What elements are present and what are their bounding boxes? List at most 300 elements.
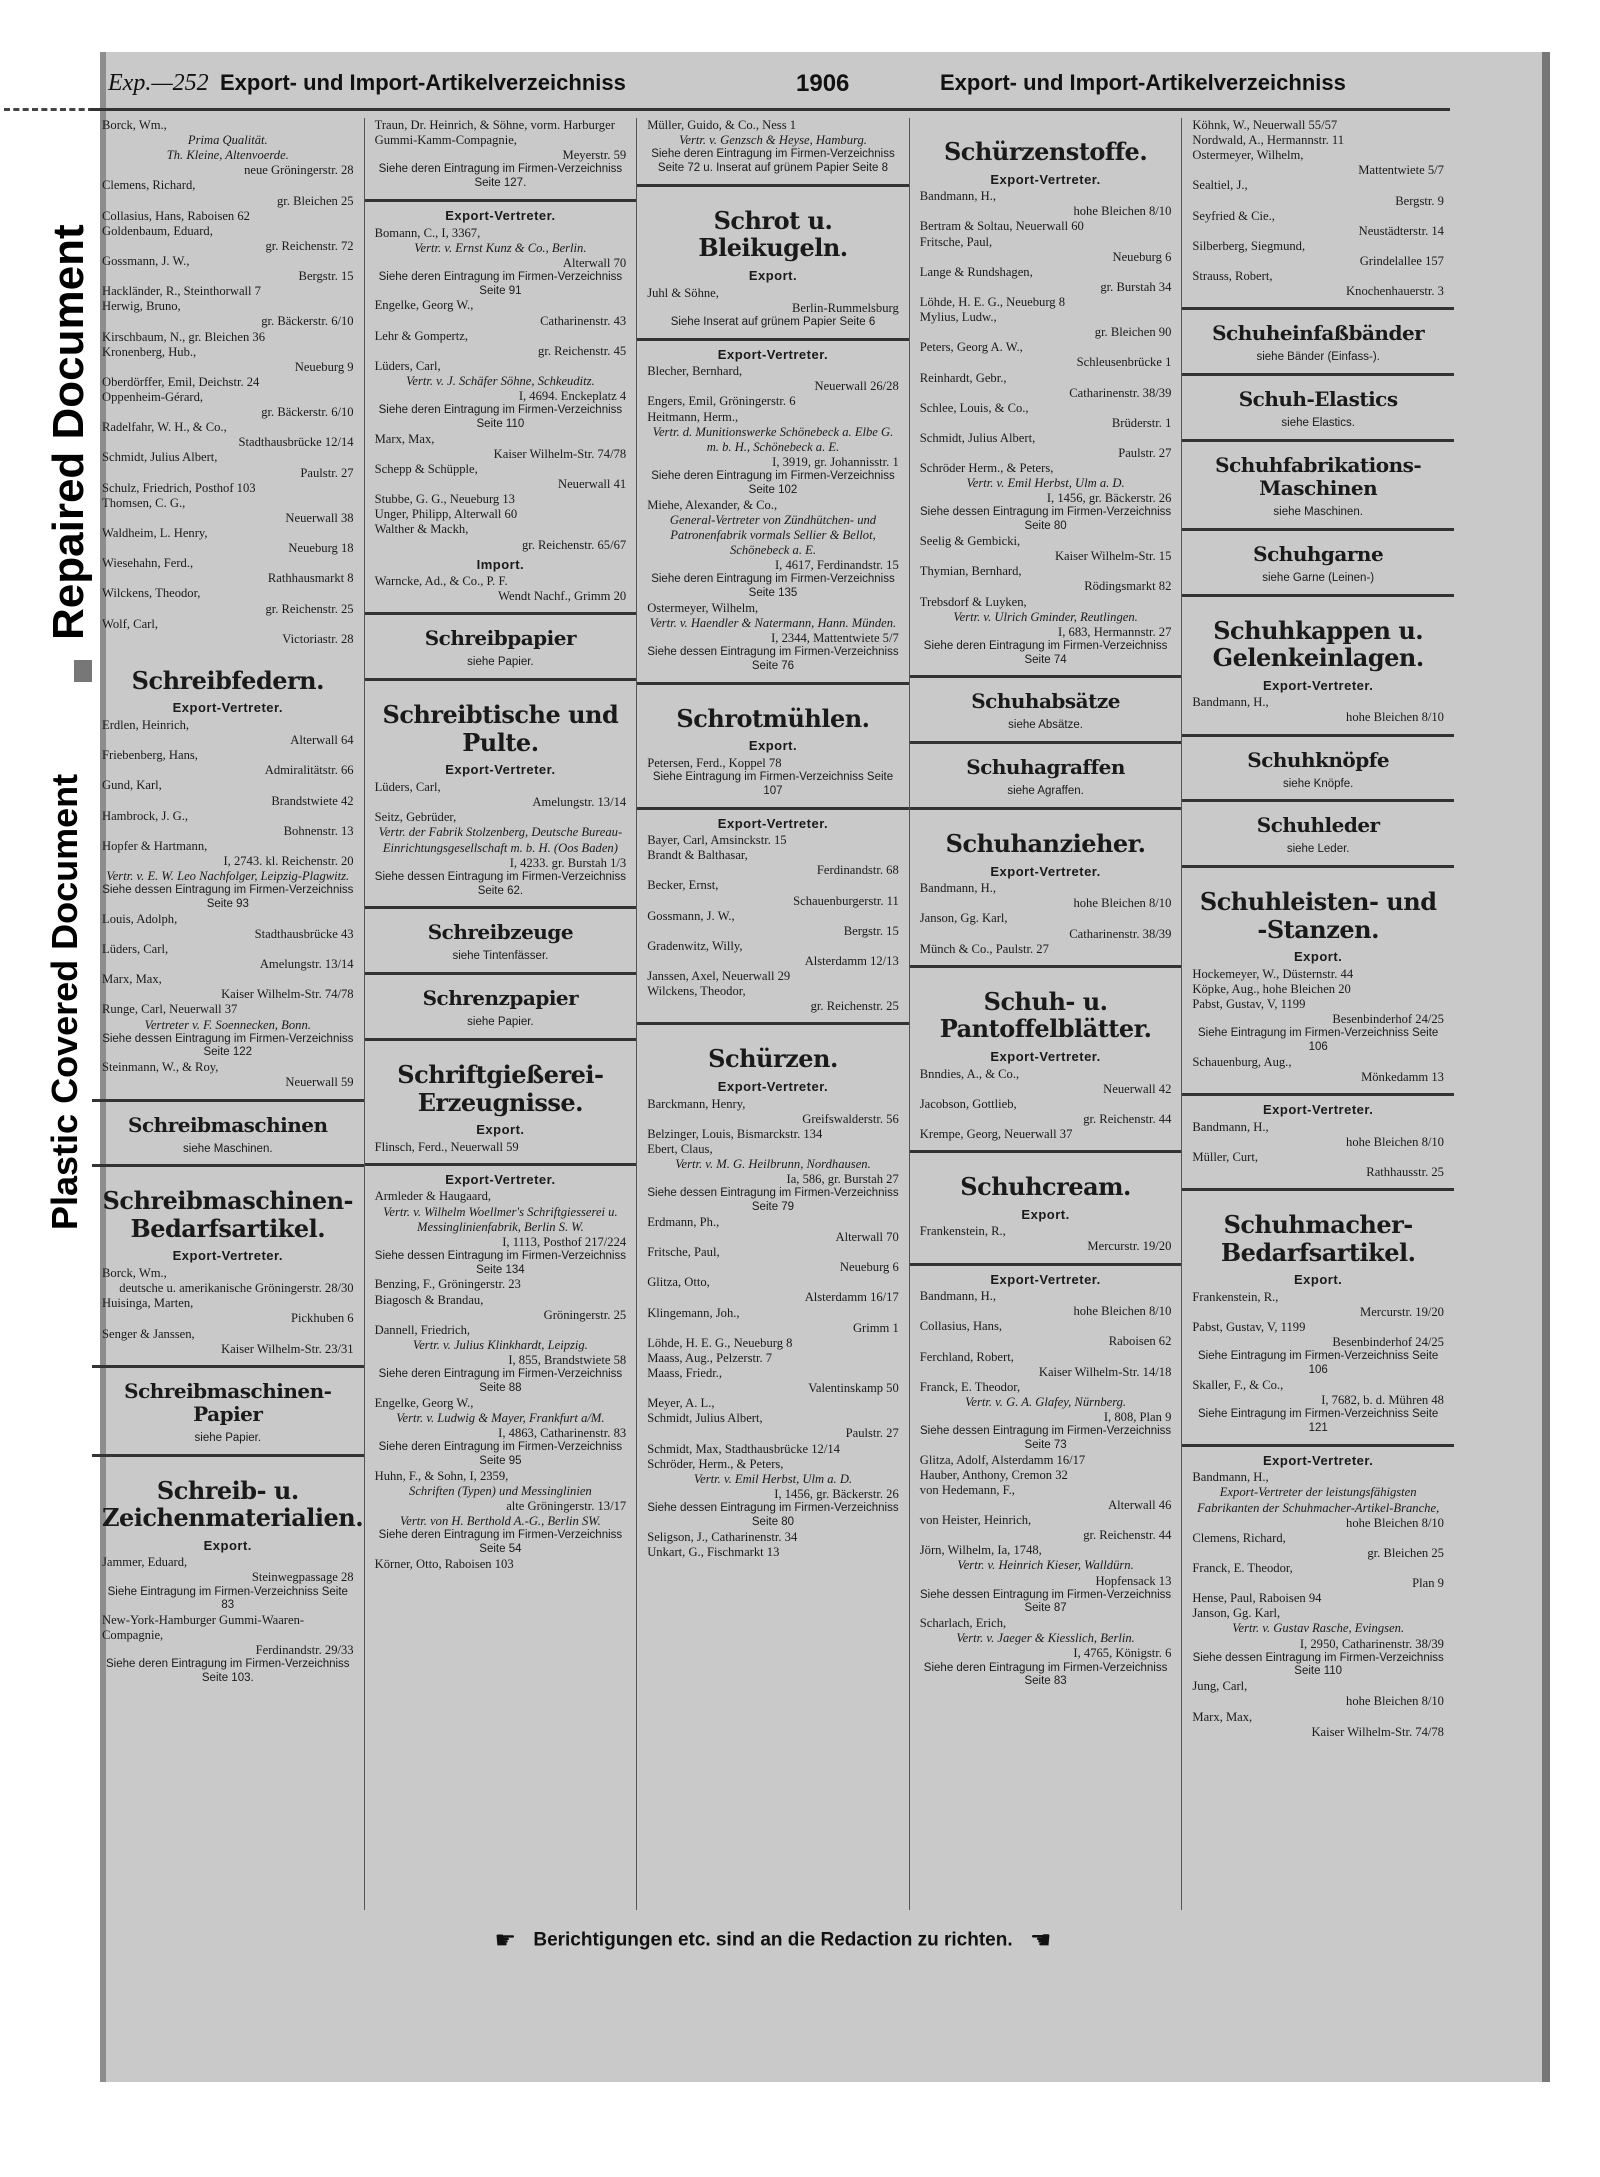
entry-address: Mönkedamm 13 [1361,1070,1444,1085]
section-heading: Schuhkappen u. Gelenkeinlagen. [1212,615,1424,673]
entry-name: Schmidt, Julius Albert, [102,450,218,465]
entry-name: Senger & Janssen, [102,1326,195,1341]
directory-entry [102,1266,354,1296]
entry-name: Huhn, F., & Sohn, I, 2359, [374,1468,509,1483]
directory-entry [102,972,354,1002]
entry-name: Löhde, H. E. G., Neueburg 8 [647,1335,793,1350]
directory-entry [102,330,354,345]
section-rule [910,965,1182,968]
directory-entry [102,118,354,148]
entry-name: Franck, E. Theodor, [1192,1561,1293,1576]
header-year: 1906 [796,70,850,97]
entry-name: Jacobson, Gottlieb, [919,1096,1017,1111]
directory-entry [102,586,354,616]
subsection-label: Export-Vertreter. [990,863,1101,879]
reference-note: Siehe dessen Eintragung im Firmen-Verzeichniss Seite 122 [102,1032,354,1059]
directory-entry [647,1411,899,1441]
entry-name: Runge, Carl, Neuerwall 37 [102,1002,238,1017]
entry-name: Gund, Karl, [102,778,162,793]
entry-name: Schepp & Schüpple, [374,462,478,477]
entry-address: Alterwall 64 [290,733,354,748]
see-reference: siehe Leder. [1286,843,1350,856]
entry-address: gr. Reichenstr. 72 [265,238,354,253]
section-rule [92,1164,364,1167]
see-reference: siehe Papier. [467,1016,534,1029]
column-1 [92,118,365,1910]
directory-entry [102,869,354,884]
section-rule [1182,1444,1454,1447]
directory-entry [102,178,354,208]
directory-entry [920,219,1172,234]
reference-note: Siehe deren Eintragung im Firmen-Verzeichniss Seite 88 [378,1368,623,1394]
directory-entry [1192,1120,1444,1150]
section-rule [637,1022,909,1025]
entry-name: Lüders, Carl, [102,942,169,957]
entry-address: Catharinenstr. 38/39 [1069,385,1172,400]
section-heading: Schürzenstoffe. [943,137,1148,166]
section-heading: Schuhleisten- und -Stanzen. [1199,887,1437,944]
subsection-label: Export-Vertreter. [1262,1102,1374,1118]
entry-name: Schulz, Friedrich, Posthof 103 [102,480,256,495]
directory-entry [375,780,627,810]
entry-address: alte Gröningerstr. 13/17 [506,1498,627,1513]
entry-address: Schauenburgerstr. 11 [793,893,899,908]
section-heading: Schriftgießerei-Erzeugnisse. [397,1059,604,1117]
directory-entry [375,359,627,404]
entry-address: Neuerwall 42 [1103,1081,1172,1096]
entry-note: Schriften (Typen) und Messinglinien [409,1483,592,1498]
directory-entry [102,556,354,586]
section-rule [910,675,1182,678]
column-3 [637,118,910,1910]
subsection-label: Export-Vertreter. [445,762,556,778]
see-reference: siehe Papier. [194,1431,262,1444]
directory-entry [647,1545,899,1560]
entry-name: Ostermeyer, Wilhelm, [1192,148,1304,163]
entry-name: Kronenberg, Hub., [102,344,197,359]
directory-entry [647,756,899,771]
entry-address: Pickhuben 6 [290,1311,354,1326]
section-heading: Schuhfabrikations-Maschinen [1215,452,1422,500]
entry-name: Löhde, H. E. G., Neueburg 8 [919,294,1066,309]
entry-address: Alterwall 70 [562,255,627,270]
reference-note: Siehe Eintragung im Firmen-Verzeichniss Seite 121 [1198,1408,1439,1434]
entry-name: Bandmann, H., [1192,695,1269,710]
directory-entry [647,969,899,984]
section-heading: Schuhknöpfe [1247,747,1390,772]
entry-address: gr. Reichenstr. 45 [538,343,627,358]
entry-address: Amelungstr. 13/14 [532,795,627,810]
directory-entry [102,345,354,375]
entry-name: Ebert, Claus, [647,1141,713,1156]
directory-entry [1192,1378,1444,1408]
directory-entry [1192,209,1444,239]
directory-columns [92,118,1454,1910]
entry-address: Hopfensack 13 [1095,1573,1172,1588]
reference-note: Siehe deren Eintragung im Firmen-Verzeichniss Seite 95 [378,1441,623,1467]
directory-entry [647,984,899,1014]
entry-name: Kirschbaum, N., gr. Bleichen 36 [102,329,265,344]
entry-address: Berlin-Rummelsburg [791,300,899,315]
see-reference: siehe Maschinen. [183,1142,273,1155]
entry-name: Schröder, Herm., & Peters, [647,1456,784,1471]
entry-name: Hense, Paul, Raboisen 94 [1192,1591,1322,1606]
entry-name: Janson, Gg. Karl, [919,911,1008,926]
directory-entry [647,1245,899,1275]
directory-entry [1192,1470,1444,1530]
reference-note: Siehe Eintragung im Firmen-Verzeichniss Seite 106 [1198,1027,1439,1054]
entry-name: Bandmann, H., [919,189,997,204]
reference-note: Siehe deren Eintragung im Firmen-Verzeichniss Seite 135 [651,573,895,599]
directory-entry [1192,1606,1444,1651]
reference-note: Siehe dessen Eintragung im Firmen-Verzeichniss Seite 73 [919,1425,1172,1451]
entry-address: I, 4694. Enckeplatz 4 [518,389,627,404]
entry-name: Hackländer, R., Steinthorwall 7 [102,284,261,299]
entry-name: Bandmann, H., [1192,1470,1269,1485]
entry-address: Rathhausmarkt 8 [267,571,354,586]
directory-entry [102,839,354,869]
entry-address: hohe Bleichen 8/10 [1346,1694,1444,1709]
see-reference: siehe Bänder (Einfass-). [1256,351,1380,364]
directory-entry [102,718,354,748]
reference-note: Siehe deren Eintragung im Firmen-Verzeichniss Seite 110 [378,404,623,430]
directory-entry [647,118,899,148]
entry-name: Armleder & Haugaard, [374,1189,492,1204]
entry-name: Frankenstein, R., [1192,1289,1279,1304]
directory-entry [920,431,1172,461]
binder-tab [74,660,92,682]
entry-address: Grindelallee 157 [1359,253,1444,268]
reference-note: Siehe Eintragung im Firmen-Verzeichniss Seite 107 [652,770,894,797]
directory-entry [102,1002,354,1032]
entry-name: Jammer, Eduard, [102,1555,188,1570]
entry-name: Bandmann, H., [1192,1119,1269,1134]
entry-address: Neuerwall 26/28 [814,379,899,394]
section-heading: Schuh- u. Pantoffelblätter. [939,986,1152,1044]
directory-entry [102,209,354,224]
directory-entry [920,911,1172,941]
see-reference: siehe Tintenfässer. [452,950,549,963]
subsection-label: Export-Vertreter. [717,346,829,362]
entry-address: gr. Bleichen 25 [276,193,354,208]
entry-name: Hambrock, J. G., [102,808,189,823]
reference-note: Siehe dessen Eintragung im Firmen-Verzeichniss Seite 80 [919,506,1172,533]
entry-name: Hauber, Anthony, Cremon 32 [919,1467,1068,1482]
entry-note: Vertr. v. J. Schäfer Söhne, Schkeuditz. [406,373,595,388]
entry-address: I, 2743. kl. Reichenstr. 20 [223,854,354,868]
section-rule [365,612,637,615]
directory-entry [920,1224,1172,1254]
column-5 [1182,118,1454,1910]
directory-entry [102,1555,354,1585]
section-rule [910,1263,1182,1266]
entry-address: hohe Bleichen 8/10 [1346,1134,1444,1149]
section-heading: Schrotmühlen. [676,703,870,733]
entry-address: Brandstwiete 42 [271,793,354,808]
section-heading: Schuhmacher-Bedarfsartikel. [1220,1210,1416,1267]
entry-name: Warncke, Ad., & Co., P. F. [374,574,508,589]
directory-entry [920,461,1172,506]
entry-address: Steinwegpassage 28 [251,1570,354,1585]
entry-name: Louis, Adolph, [102,911,178,926]
directory-entry [1192,1591,1444,1606]
entry-address: Bohnenstr. 13 [283,823,354,838]
entry-name: Lüders, Carl, [374,358,441,373]
section-rule [365,1038,637,1041]
entry-address: neue Gröningerstr. 28 [244,163,354,178]
entry-address: hohe Bleichen 8/10 [1346,1515,1444,1530]
directory-entry [102,450,354,480]
entry-note: Vertr. v. Genzsch & Heyse, Hamburg. [679,133,867,148]
directory-entry [647,1366,899,1396]
section-rule [1182,528,1454,531]
directory-entry [102,390,354,420]
subsection-label: Export-Vertreter. [990,1271,1101,1287]
entry-name: Clemens, Richard, [102,178,196,193]
entry-name: Seelig & Gembicki, [919,534,1021,549]
section-heading: Schreibmaschinen-Papier [124,1378,332,1426]
entry-name: Juhl & Söhne, [647,285,719,300]
entry-name: Wolf, Carl, [102,616,158,631]
directory-entry [1192,997,1444,1027]
section-rule [1182,865,1454,868]
entry-name: Jörn, Wilhelm, Ia, 1748, [919,1543,1042,1558]
directory-entry [1192,269,1444,299]
reference-note: Siehe deren Eintragung im Firmen-Verzeichniss Seite 102 [651,469,895,496]
entry-note: General-Vertreter von Zündhütchen- und Patronenfabrik vormals Sellier & Bellot, Schönebeck a. E. [669,512,877,557]
entry-name: Glitza, Otto, [647,1275,710,1290]
directory-entry [920,881,1172,911]
directory-entry [647,1530,899,1545]
entry-name: Borck, Wm., [102,118,167,132]
entry-name: Waldheim, L. Henry, [102,525,208,540]
directory-entry [920,295,1172,310]
entry-name: Blecher, Bernhard, [647,364,743,379]
directory-entry [1192,967,1444,982]
entry-name: Schmidt, Max, Stadthausbrücke 12/14 [647,1441,840,1456]
entry-name: Wilckens, Theodor, [647,984,746,999]
entry-address: Bergstr. 15 [298,269,354,284]
directory-entry [647,1396,899,1411]
entry-address: Neuerwall 38 [285,510,354,525]
section-heading: Schuh-Elastics [1238,387,1398,412]
header-rule [90,108,1450,111]
entry-address: gr. Burstah 34 [1100,279,1172,294]
entry-address: I, 1456, gr. Bäckerstr. 26 [1046,491,1172,506]
directory-entry [375,1396,627,1441]
subsection-label: Export. [476,1122,525,1138]
entry-address: Kaiser Wilhelm-Str. 14/18 [1038,1364,1172,1379]
entry-name: Erdmann, Ph., [647,1214,720,1229]
section-rule [365,972,637,975]
entry-name: Gossmann, J. W., [102,253,190,268]
entry-name: Ostermeyer, Wilhelm, [647,600,759,615]
directory-entry [1192,1290,1444,1320]
entry-address: Schleusenbrücke 1 [1076,355,1172,370]
entry-note: Vertr. v. E. W. Leo Nachfolger, Leipzig-Plagwitz. [106,869,350,884]
directory-entry [920,1289,1172,1319]
entry-address: hohe Bleichen 8/10 [1346,710,1444,725]
section-heading: Schuhgarne [1253,541,1384,566]
directory-entry [920,340,1172,370]
page-number: Exp.—252 [108,70,209,96]
reference-note: Siehe dessen Eintragung im Firmen-Verzeichniss Seite 87 [919,1588,1172,1615]
entry-note: Vertr. von H. Berthold A.-G., Berlin SW. [399,1513,601,1528]
entry-address: Besenbinderhof 24/25 [1332,1335,1444,1350]
entry-address: Rödingsmarkt 82 [1084,579,1172,594]
entry-name: Maass, Aug., Pelzerstr. 7 [647,1350,773,1365]
entry-name: Mylius, Ludw., [919,310,997,325]
page-footer [92,1926,1454,1955]
entry-note: Vertreter v. F. Soennecken, Bonn. [144,1017,311,1032]
subsection-label: Export. [1021,1206,1070,1222]
directory-entry [375,329,627,359]
directory-entry [102,254,354,284]
entry-address: gr. Bäckerstr. 6/10 [261,405,354,420]
directory-entry [920,1380,1172,1425]
entry-name: Oberdörffer, Emil, Deichstr. 24 [102,374,260,389]
entry-name: Petersen, Ferd., Koppel 78 [647,755,782,770]
directory-entry [647,1127,899,1142]
directory-entry [1192,982,1444,997]
section-rule [1182,307,1454,310]
entry-address: I, 7682, b. d. Mühren 48 [1321,1393,1444,1408]
directory-entry [920,189,1172,219]
directory-entry [647,1215,899,1245]
see-reference: siehe Maschinen. [1273,505,1363,518]
directory-entry [920,1319,1172,1349]
section-rule [1182,594,1454,597]
entry-note: Vertr. v. G. A. Glafey, Nürnberg. [965,1394,1127,1409]
header-title-right: Export- und Import-Artikelverzeichniss [940,70,1346,95]
entry-name: Dannell, Friedrich, [374,1322,471,1337]
section-rule [1182,1188,1454,1191]
section-rule [1182,373,1454,376]
entry-address: gr. Bleichen 90 [1094,325,1172,340]
entry-name: Müller, Guido, & Co., Ness 1 [647,118,797,132]
subsection-label: Export-Vertreter. [1262,677,1374,693]
directory-entry [1192,1055,1444,1085]
section-heading: Schreibmaschinen-Bedarfsartikel. [102,1186,354,1243]
directory-entry [375,507,627,522]
entry-address: Neueburg 9 [294,359,354,374]
subsection-label: Export. [748,268,798,283]
entry-name: Hockemeyer, W., Düsternstr. 44 [1192,966,1354,981]
section-heading: Schuheinfaßbänder [1212,321,1425,346]
reference-note: Siehe dessen Eintragung im Firmen-Verzeichniss Seite 110 [1192,1651,1444,1678]
section-rule [365,199,637,202]
entry-name: Gossmann, J. W., [647,908,735,923]
entry-address: Bergstr. 15 [843,923,899,938]
subsection-label: Export-Vertreter. [172,700,283,716]
entry-note: Vertr. v. Gustav Rasche, Evingsen. [1232,1621,1405,1636]
directory-entry [920,564,1172,594]
entry-address: Neueburg 18 [288,541,354,556]
section-rule [92,1365,364,1368]
directory-entry [375,1293,627,1323]
directory-entry [1192,1561,1444,1591]
entry-address: Neueburg 6 [1112,249,1172,264]
entry-name: Collasius, Hans, Raboisen 62 [102,208,250,223]
entry-name: Oppenheim-Gérard, [102,389,204,404]
reference-note: Siehe deren Eintragung im Firmen-Verzeichniss Seite 72 u. Inserat auf grünem Papier Seite 8 [651,148,895,175]
entry-address: Victoriastr. 28 [282,631,354,646]
entry-address: Kaiser Wilhelm-Str. 23/31 [221,1341,354,1356]
entry-name: Marx, Max, [102,972,162,987]
directory-entry [375,1189,627,1249]
reference-note: Siehe dessen Eintragung im Firmen-Verzeichniss Seite 76 [647,646,899,672]
subsection-label: Export-Vertreter. [717,815,829,831]
entry-address: Mercurstr. 19/20 [1087,1239,1172,1254]
directory-entry [102,1613,354,1658]
reference-note: Siehe dessen Eintragung im Firmen-Verzeichniss Seite 80 [647,1501,899,1528]
directory-entry [647,286,899,316]
directory-entry [102,420,354,450]
entry-name: Silberberg, Siegmund, [1192,238,1306,253]
directory-entry [102,148,354,178]
entry-address: Admiralitätstr. 66 [264,763,354,778]
entry-name: Seligson, J., Catharinenstr. 34 [647,1529,798,1544]
subsection-label: Export. [1294,1272,1343,1288]
entry-name: Schmidt, Julius Albert, [919,430,1036,445]
directory-entry [102,481,354,496]
entry-address: Meyerstr. 59 [562,148,627,163]
entry-name: Marx, Max, [374,431,435,446]
section-rule [365,1163,637,1166]
directory-entry [920,1543,1172,1588]
entry-address: Mattentwiete 5/7 [1358,163,1444,178]
section-heading: Schuhanzieher. [945,829,1146,859]
entry-address: I, 4617, Ferdinandstr. 15 [774,558,899,572]
section-heading: Schreibfedern. [131,665,324,695]
entry-name: Janssen, Axel, Neuerwall 29 [647,969,791,984]
section-rule [637,338,909,341]
entry-name: Goldenbaum, Eduard, [102,223,213,238]
reference-note: Siehe Eintragung im Firmen-Verzeichniss Seite 106 [1198,1350,1439,1377]
entry-address: Wendt Nachf., Grimm 20 [498,589,627,604]
entry-name: Friebenberg, Hans, [102,748,198,763]
entry-name: Bnndies, A., & Co., [919,1066,1020,1081]
directory-entry [1192,695,1444,725]
directory-entry [102,809,354,839]
entry-name: Borck, Wm., [102,1266,167,1281]
section-rule [365,906,637,909]
entry-note: Vertr. v. M. G. Heilbrunn, Nordhausen. [675,1157,871,1172]
entry-address: gr. Bleichen 25 [1367,1545,1444,1560]
directory-entry [920,1453,1172,1468]
entry-address: Ferdinandstr. 29/33 [255,1643,354,1658]
entry-name: Lehr & Gompertz, [374,328,468,343]
directory-entry [647,848,899,878]
directory-entry [647,1442,899,1457]
entry-address: Plan 9 [1412,1576,1444,1591]
entry-name: Klingemann, Joh., [647,1305,740,1320]
directory-entry [1192,148,1444,178]
directory-entry [647,394,899,409]
directory-entry [647,1275,899,1305]
directory-entry [920,1067,1172,1097]
directory-entry [647,1142,899,1187]
directory-entry [102,778,354,808]
subsection-label: Import. [476,556,525,572]
entry-name: Maass, Friedr., [647,1365,723,1380]
directory-entry [102,748,354,778]
entry-name: New-York-Hamburger Gummi-Waaren-Compagnie, [102,1613,305,1643]
section-rule [1182,734,1454,737]
entry-name: Miehe, Alexander, & Co., [647,497,778,512]
directory-entry [1192,178,1444,208]
entry-address: deutsche u. amerikanische Gröningerstr. 28/30 [119,1281,354,1296]
